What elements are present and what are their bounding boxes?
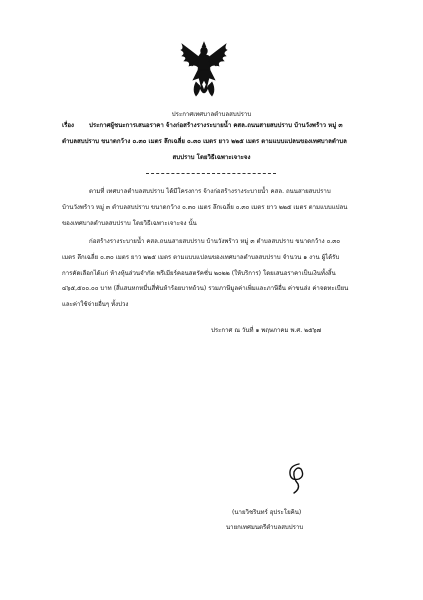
body-p1-line-3: ของเทศบาลตำบลสบปราบ โดยวิธีเฉพาะเจาะจง นั้น xyxy=(62,220,197,227)
subject-line-1: ประกาศผู้ชนะการเสนอราคา จ้างก่อสร้างรางระบายน้ำ คสล.ถนนสายสบปราบ บ้านวังพร้าว หมู่ ๓ xyxy=(89,122,343,129)
body-p2-line-3: การคัดเลือกได้แก่ ห้างหุ้นส่วนจำกัด พรีเมียร์คอนสตรัคชั่น ๒๐๒๒ (ให้บริการ) โดยเสนอราคาเป็นเงินทั้งสิ้น xyxy=(62,270,336,277)
subject-line-3: สบปราบ โดยวิธีเฉพาะเจาะจง xyxy=(172,154,251,161)
body-p2-line-4: ๔๖๕,๕๐๐.๐๐ บาท (สี่แสนหกหมื่นสี่พันห้าร้อยบาทถ้วน) รวมภาษีมูลค่าเพิ่มและภาษีอื่น ค่าขนส่ง ค่าจดทะเบียน xyxy=(62,285,349,292)
body-p2-line-5: และค่าใช้จ่ายอื่นๆ ทั้งปวง xyxy=(62,301,129,308)
subject-label: เรื่อง xyxy=(62,122,74,129)
body-p2-line-2: เมตร ลึกเฉลี่ย ๐.๓๐ เมตร ยาว ๒๒๕ เมตร ตามแบบแปลนของเทศบาลตำบลสบปราบ จำนวน ๑ งาน ผู้ได้รับ xyxy=(62,254,340,261)
body-p1-line-2: บ้านวังพร้าว หมู่ ๓ ตำบลสบปราบ ขนาดกว้าง ๐.๓๐ เมตร ลึกเฉลี่ย ๐.๓๐ เมตร ยาว ๒๒๕ เมตร ตามแบบแปลน xyxy=(62,204,348,211)
separator-line xyxy=(146,173,276,174)
signer-name: (นายวิชรินทร์ อุประโยคิน) xyxy=(232,509,302,516)
announcement-date: ประกาศ ณ วันที่ ๑ พฤษภาคม พ.ศ. ๒๕๖๗ xyxy=(211,327,322,334)
body-p2-line-1: ก่อสร้างรางระบายน้ำ คสล.ถนนสายสบปราบ บ้านวังพร้าว หมู่ ๓ ตำบลสบปราบ ขนาดกว้าง ๐.๓๐ xyxy=(89,238,341,245)
handwritten-signature-icon xyxy=(279,460,313,496)
document-title: ประกาศเทศบาลตำบลสบปราบ xyxy=(171,111,252,118)
subject-line-2: ตำบลสบปราบ ขนาดกว้าง ๐.๓๐ เมตร ลึกเฉลี่ย ๐.๓๐ เมตร ยาว ๒๒๕ เมตร ตามแบบแปลนของเทศบาลตำบล xyxy=(62,138,347,145)
body-p1-line-1: ตามที่ เทศบาลตำบลสบปราบ ได้มีโครงการ จ้างก่อสร้างรางระบายน้ำ คสล. ถนนสายสบปราบ xyxy=(89,188,331,195)
garuda-emblem-icon xyxy=(178,40,230,100)
signer-position: นายกเทศมนตรีตำบลสบปราบ xyxy=(226,524,304,531)
